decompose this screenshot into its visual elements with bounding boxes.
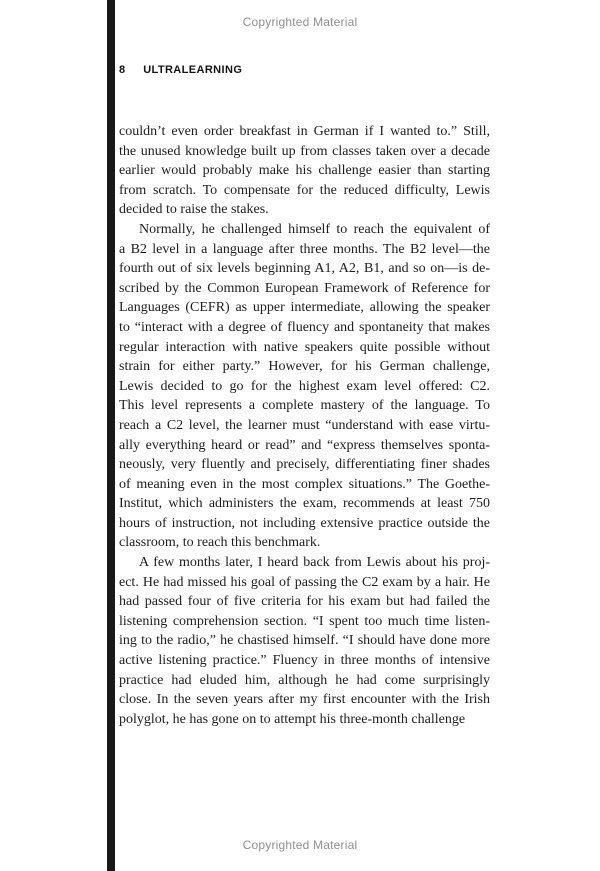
text-line: to “interact with a degree of fluency and spontaneity that makes [119, 319, 490, 335]
text-line: earlier would probably make his challenge easier than starting [119, 163, 490, 179]
page-number: 8 [119, 64, 126, 76]
text-line: polyglot, he has gone on to attempt his three-month challenge [119, 711, 466, 727]
text-line: classroom, to reach this benchmark. [119, 535, 321, 551]
text-line: the unused knowledge built up from classes taken over a decade [119, 143, 490, 159]
text-line: Languages (CEFR) as upper intermediate, allowing the speaker [119, 300, 490, 316]
text-line: regular interaction with native speakers quite possible without [119, 339, 490, 355]
text-line: ally everything heard or read” and “express themselves sponta- [119, 437, 490, 453]
text-line: fourth out of six levels beginning A1, A2, B1, and so on—is de- [119, 261, 490, 277]
text-line: scribed by the Common European Framework of Reference for [119, 280, 490, 296]
text-line: A few months later, I heard back from Lewis about his proj- [139, 555, 490, 571]
paragraph [119, 122, 490, 220]
text-line: decided to raise the stakes. [119, 202, 269, 218]
text-line: neously, very fluently and precisely, differentiating finer shades [119, 457, 490, 473]
text-line: of meaning even in the most complex situations.” The Goethe- [119, 476, 490, 492]
page-header [119, 64, 242, 76]
text-line: Lewis decided to go for the highest exam level offered: C2. [119, 378, 490, 394]
text-line: couldn’t even order breakfast in German if I wanted to.” Still, [119, 124, 490, 139]
text-line: reach a C2 level, the learner must “understand with ease virtu- [119, 417, 490, 433]
text-line: active listening practice.” Fluency in three months of intensive [119, 653, 490, 669]
text-line: ing to the radio,” he chastised himself. “I should have done more [119, 633, 490, 649]
text-line: Normally, he challenged himself to reach the equivalent of [139, 221, 490, 237]
paragraph [119, 220, 490, 553]
body-text [119, 122, 490, 729]
text-line: from scratch. To compensate for the reduced difficulty, Lewis [119, 182, 490, 198]
copyright-notice-top: Copyrighted Material [242, 15, 358, 29]
copyright-notice-bottom: Copyrighted Material [242, 838, 358, 852]
text-line: This level represents a complete mastery of the language. To [119, 398, 490, 414]
text-line: a B2 level in a language after three months. The B2 level—the [119, 241, 490, 257]
text-line: close. In the seven years after my first encounter with the Irish [119, 692, 490, 708]
text-line: strain for either party.” However, for his German challenge, [119, 359, 490, 375]
text-line: had passed four of five criteria for his exam but had failed the [119, 594, 490, 610]
text-line: practice had eluded him, although he had come surprisingly [119, 672, 490, 688]
paragraph [119, 553, 490, 729]
page-edge-strip [107, 0, 115, 871]
text-line: listening comprehension section. “I spent too much time listen- [119, 613, 490, 629]
text-line: ect. He had missed his goal of passing the C2 exam by a hair. He [119, 574, 490, 590]
running-title: ULTRALEARNING [143, 64, 243, 76]
text-line: hours of instruction, not including extensive practice outside the [119, 515, 490, 531]
text-line: Institut, which administers the exam, recommends at least 750 [119, 496, 490, 512]
